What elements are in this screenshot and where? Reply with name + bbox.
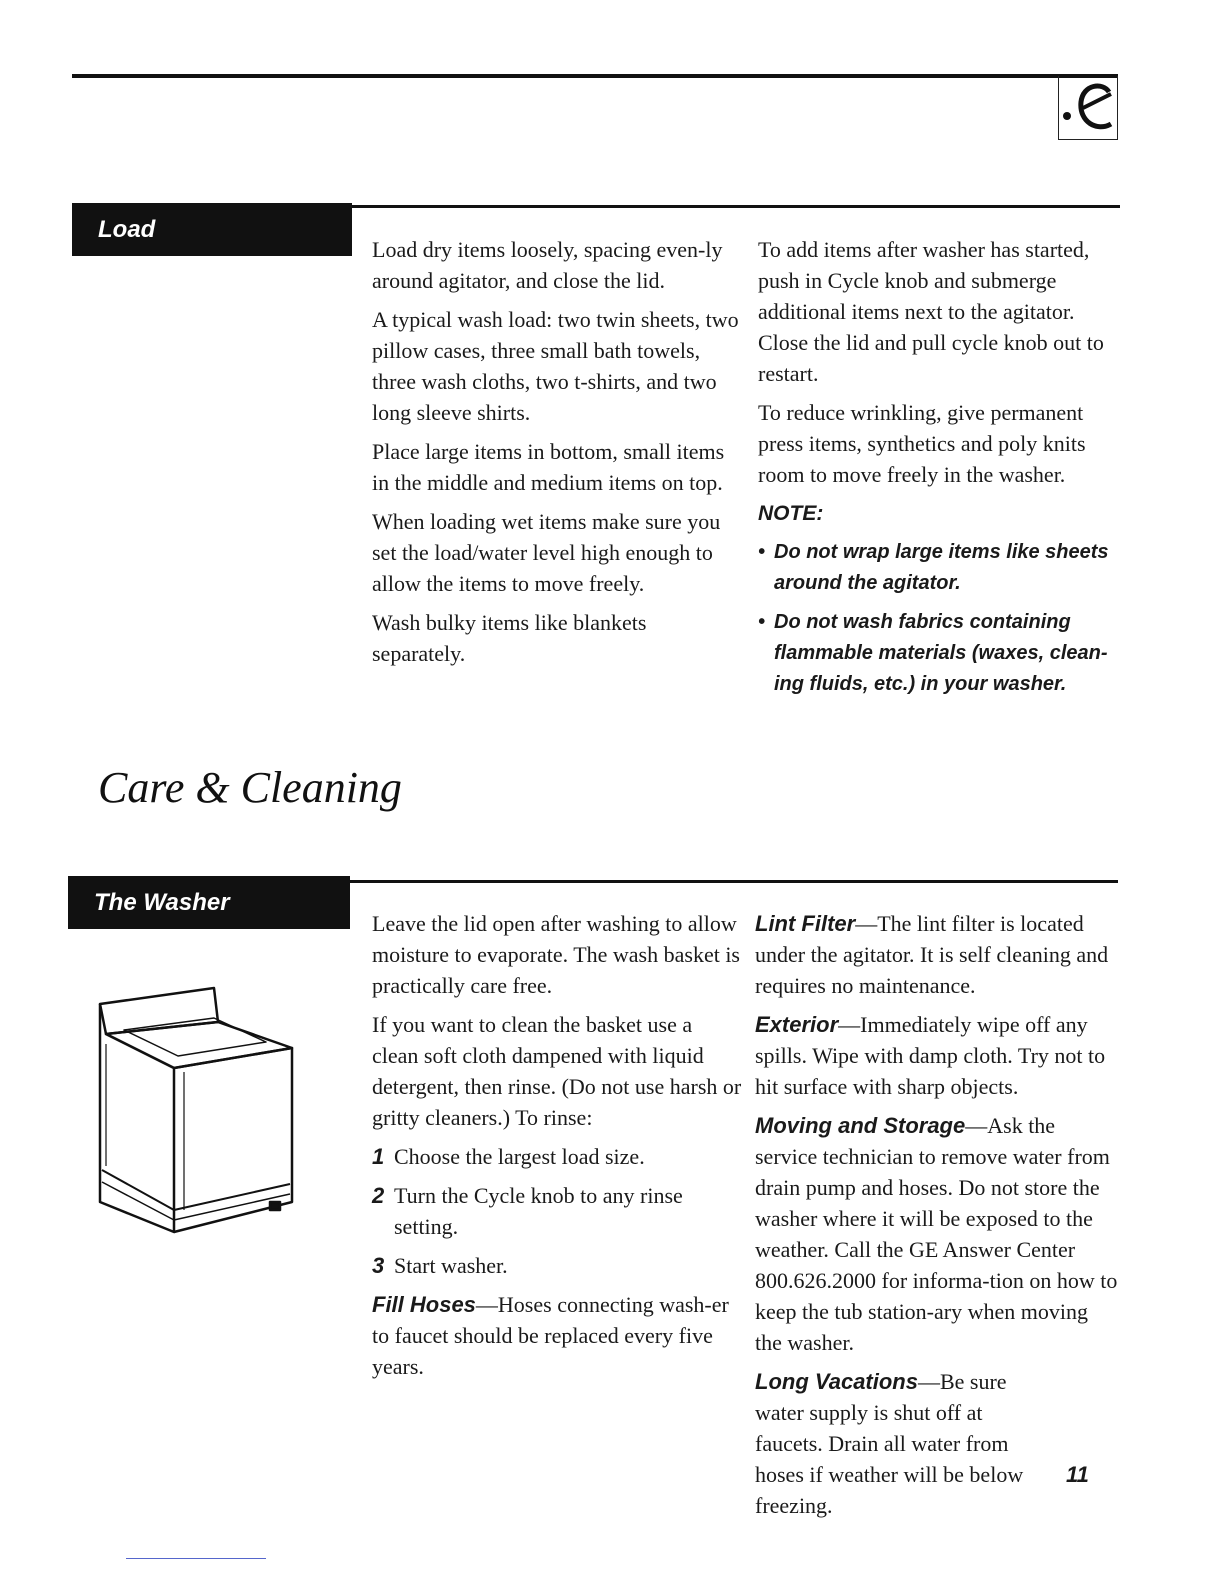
rinse-step (372, 1141, 742, 1172)
washer-label: The Washer (68, 876, 350, 929)
care-item (755, 908, 1120, 1001)
step-text: Choose the largest load size. (394, 1144, 645, 1169)
note-item: • Do not wash fabrics containing flammable materials (waxes, clean-ing fluids, etc.) in your washer. (758, 607, 1120, 700)
step-number: 2 (372, 1183, 385, 1208)
step-text: Start washer. (394, 1253, 508, 1278)
load-label: Load (72, 203, 352, 256)
section-tab-marker (1058, 76, 1118, 140)
step-text: Turn the Cycle knob to any rinse setting. (394, 1183, 683, 1239)
step-number: 3 (372, 1253, 385, 1278)
care-item (755, 1366, 1055, 1521)
care-item-text: —Ask the service technician to remove water from drain pump and hoses. Do not store the washer where it will be exposed to the weather. Call the GE Answer Center 800.626.2000 for informa-tion on how to keep the tub station-ary when moving the washer. (755, 1113, 1118, 1355)
load-paragraph: Wash bulky items like blankets separately. (372, 610, 647, 666)
tab-dot (1063, 112, 1071, 120)
rinse-step (372, 1250, 742, 1281)
care-item-term: Lint Filter (755, 911, 856, 936)
care-item-term: Moving and Storage (755, 1113, 966, 1138)
care-item (755, 1009, 1120, 1102)
bottom-rule (126, 1558, 266, 1559)
care-item-text: —Immediately wipe off any spills. Wipe with damp cloth. Try not to hit surface with sharp objects. (755, 1012, 1106, 1099)
care-cleaning-title: Care & Cleaning (98, 763, 402, 812)
load-paragraph: Load dry items loosely, spacing even-ly around agitator, and close the lid. (372, 237, 723, 293)
step-number: 1 (372, 1144, 385, 1169)
fill-hoses-term: Fill Hoses (372, 1292, 476, 1317)
care-item-text: —Be sure water supply is shut off at faucets. Drain all water from hoses if weather will be below freezing. (755, 1369, 1024, 1518)
care-item-term: Long Vacations (755, 1369, 918, 1394)
washer-paragraph: Leave the lid open after washing to allow moisture to evaporate. The wash basket is practically care free. (372, 911, 740, 998)
note-list (758, 537, 1120, 700)
care-item-term: Exterior (755, 1012, 839, 1037)
care-item-text: —The lint filter is located under the agitator. It is self cleaning and requires no maintenance. (755, 911, 1109, 998)
note-heading: NOTE: (758, 502, 824, 525)
care-item (755, 1110, 1120, 1358)
fill-hoses-text: —Hoses connecting wash-er to faucet should be replaced every five years. (372, 1292, 729, 1379)
load-paragraph: Place large items in bottom, small items in the middle and medium items on top. (372, 439, 725, 495)
load-right-column (758, 234, 1120, 708)
washer-section-rule (350, 880, 1118, 883)
washer-illustration (66, 970, 296, 1240)
fill-hoses-paragraph (372, 1289, 742, 1382)
tab-e-icon (1075, 78, 1117, 136)
top-rule (72, 74, 1118, 78)
load-section-rule (350, 205, 1120, 208)
washer-left-column (372, 908, 742, 1390)
washer-right-column (755, 908, 1120, 1529)
load-paragraph: To add items after washer has started, push in Cycle knob and submerge additional items next to the agitator. Close the lid and pull cycle knob out to restart. (758, 237, 1104, 386)
load-paragraph: To reduce wrinkling, give permanent press items, synthetics and poly knits room to move freely in the washer. (758, 400, 1086, 487)
rinse-step (372, 1180, 742, 1242)
page-number: 11 (1066, 1462, 1089, 1487)
load-paragraph: A typical wash load: two twin sheets, two pillow cases, three small bath towels, three wash cloths, two t-shirts, and two long sleeve shirts. (372, 307, 739, 425)
load-left-column (372, 234, 740, 677)
washer-paragraph: If you want to clean the basket use a clean soft cloth dampened with liquid detergent, then rinse. (Do not use harsh or gritty cleaners.) To rinse: (372, 1012, 742, 1130)
note-item: • Do not wrap large items like sheets around the agitator. (758, 537, 1120, 599)
load-paragraph: When loading wet items make sure you set the load/water level high enough to allow the items to move freely. (372, 509, 721, 596)
rinse-steps (372, 1141, 742, 1281)
